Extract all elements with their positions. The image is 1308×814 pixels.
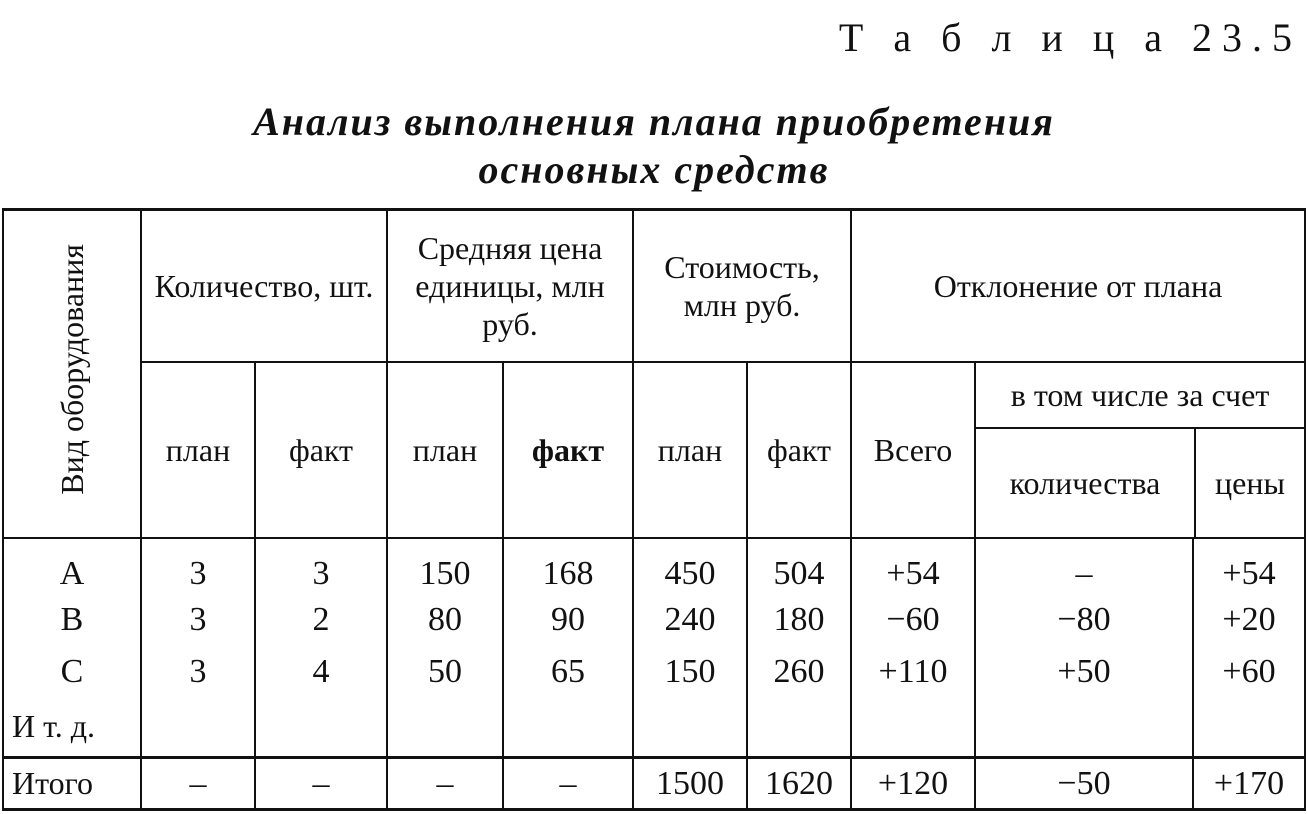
total-row bbox=[3, 758, 1305, 810]
cell-d-qty: −80 bbox=[975, 594, 1193, 646]
table-row bbox=[3, 594, 1305, 646]
header-deviation: Отклонение от плана bbox=[851, 210, 1305, 362]
header-avg-price: Средняя цена единицы, млн руб. bbox=[387, 210, 633, 362]
cell-d-total: +120 bbox=[851, 758, 975, 810]
cell-q-plan: 3 bbox=[141, 646, 255, 698]
cell-d-price: +60 bbox=[1193, 646, 1305, 698]
table-number-label: Т а б л и ц а 23.5 bbox=[838, 15, 1302, 60]
cell-q-fact: 2 bbox=[255, 594, 387, 646]
header-deviation-total: Всего bbox=[851, 362, 975, 538]
cell-p-fact: 168 bbox=[503, 538, 633, 594]
table-row bbox=[3, 646, 1305, 698]
cell-q-fact bbox=[255, 698, 387, 758]
cell-d-total: +110 bbox=[851, 646, 975, 698]
cell-q-plan: – bbox=[141, 758, 255, 810]
cell-c-plan: 450 bbox=[633, 538, 747, 594]
cell-d-total: +54 bbox=[851, 538, 975, 594]
cell-p-plan: 150 bbox=[387, 538, 503, 594]
header-including: в том числе за счет bbox=[976, 363, 1304, 429]
cell-p-plan: – bbox=[387, 758, 503, 810]
cell-total-label: Итого bbox=[3, 758, 141, 810]
cell-d-price bbox=[1193, 698, 1305, 758]
cell-equipment: В bbox=[3, 594, 141, 646]
header-quantity-plan: план bbox=[141, 362, 255, 538]
cell-c-plan: 1500 bbox=[633, 758, 747, 810]
header-price-fact: факт bbox=[503, 362, 633, 538]
header-quantity-fact: факт bbox=[255, 362, 387, 538]
cell-p-fact bbox=[503, 698, 633, 758]
cell-d-qty bbox=[975, 698, 1193, 758]
cell-c-fact: 260 bbox=[747, 646, 851, 698]
cell-c-fact: 504 bbox=[747, 538, 851, 594]
cell-equipment: А bbox=[3, 538, 141, 594]
table-row bbox=[3, 538, 1305, 594]
header-by-price: цены bbox=[1215, 464, 1285, 501]
header-equipment-text: Вид оборудования bbox=[53, 243, 90, 495]
title-line-1: Анализ выполнения плана приобретения bbox=[253, 99, 1055, 144]
cell-q-plan bbox=[141, 698, 255, 758]
header-price-plan: план bbox=[387, 362, 503, 538]
cell-c-plan: 240 bbox=[633, 594, 747, 646]
cell-p-fact: 65 bbox=[503, 646, 633, 698]
cell-p-plan bbox=[387, 698, 503, 758]
header-including-block bbox=[975, 362, 1305, 538]
cell-d-price: +20 bbox=[1193, 594, 1305, 646]
cell-q-fact: – bbox=[255, 758, 387, 810]
header-by-quantity: количества bbox=[976, 429, 1196, 537]
cell-q-fact: 4 bbox=[255, 646, 387, 698]
cell-d-price: +170 bbox=[1193, 758, 1305, 810]
cell-q-fact: 3 bbox=[255, 538, 387, 594]
header-quantity: Количество, шт. bbox=[141, 210, 387, 362]
cell-c-fact: 1620 bbox=[747, 758, 851, 810]
title-line-2: основных средств bbox=[478, 147, 830, 192]
header-cost: Стоимость, млн руб. bbox=[633, 210, 851, 362]
cell-q-plan: 3 bbox=[141, 538, 255, 594]
cell-d-price: +54 bbox=[1193, 538, 1305, 594]
cell-c-fact bbox=[747, 698, 851, 758]
table-row bbox=[3, 698, 1305, 758]
cell-d-qty: +50 bbox=[975, 646, 1193, 698]
cell-d-qty: −50 bbox=[975, 758, 1193, 810]
etc-label: И т. д. bbox=[12, 708, 95, 745]
cell-p-plan: 50 bbox=[387, 646, 503, 698]
analysis-table bbox=[2, 208, 1306, 811]
cell-d-total: −60 bbox=[851, 594, 975, 646]
header-cost-plan: план bbox=[633, 362, 747, 538]
cell-equipment bbox=[3, 698, 141, 758]
cell-p-fact: – bbox=[503, 758, 633, 810]
header-equipment bbox=[3, 210, 141, 538]
cell-d-total bbox=[851, 698, 975, 758]
cell-c-plan: 150 bbox=[633, 646, 747, 698]
cell-equipment: С bbox=[3, 646, 141, 698]
cell-d-qty: – bbox=[975, 538, 1193, 594]
cell-p-fact: 90 bbox=[503, 594, 633, 646]
cell-c-fact: 180 bbox=[747, 594, 851, 646]
header-including-sub bbox=[976, 429, 1304, 537]
table-title bbox=[0, 98, 1308, 194]
cell-p-plan: 80 bbox=[387, 594, 503, 646]
cell-q-plan: 3 bbox=[141, 594, 255, 646]
header-cost-fact: факт bbox=[747, 362, 851, 538]
cell-c-plan bbox=[633, 698, 747, 758]
